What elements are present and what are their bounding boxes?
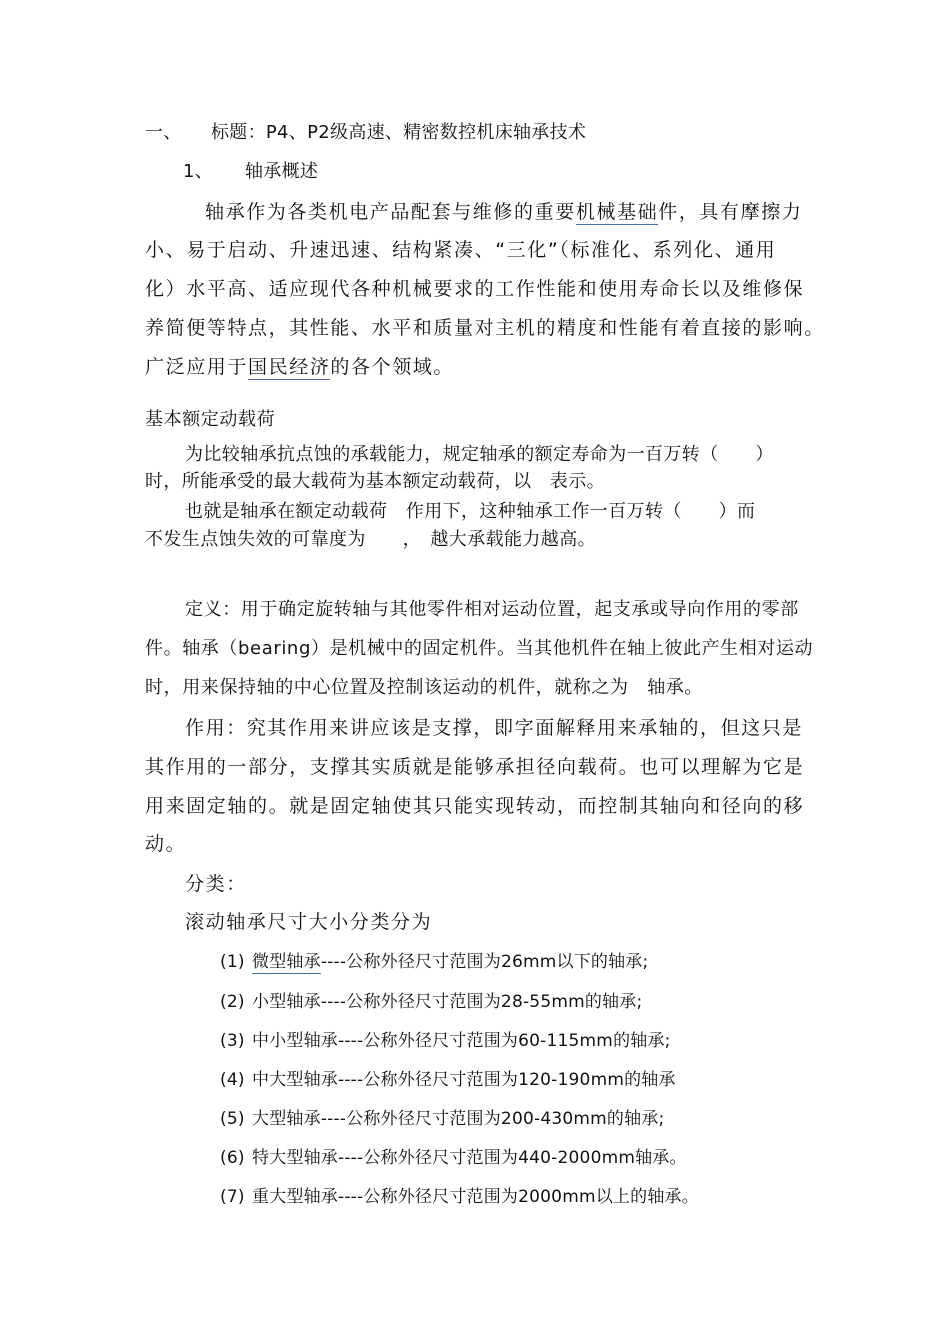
- list-item: [220, 1146, 687, 1170]
- intro-text: 广泛应用于: [145, 356, 249, 378]
- load-line-2: 时，所能承受的最大载荷为基本额定动载荷，以 表示。: [145, 471, 605, 492]
- list-item: [220, 950, 648, 974]
- link-national-economy[interactable]: 国民经济: [248, 356, 331, 378]
- list-item: [220, 1107, 664, 1131]
- intro-text: 件，具有摩擦力: [658, 201, 803, 223]
- intro-line-1: [205, 200, 802, 224]
- intro-line-5: [145, 355, 454, 379]
- function-line-1: 作用：究其作用来讲应该是支撑，即字面解释用来承轴的，但这只是: [185, 717, 804, 739]
- load-heading: 基本额定动载荷: [145, 409, 276, 430]
- list-index: (2): [220, 992, 245, 1012]
- load-line-4: 不发生点蚀失效的可靠度为 ， 越大承载能力越高。: [145, 529, 596, 550]
- link-mechanical-basics[interactable]: 机械基础: [575, 201, 659, 223]
- definition-line-2: 件。轴承（bearing）是机械中的固定机件。当其他机件在轴上彼此产生相对运动: [145, 638, 814, 659]
- definition-line-3: 时，用来保持轴的中心位置及控制该运动的机件，就称之为 轴承。: [145, 677, 703, 698]
- list-item: [220, 1068, 676, 1092]
- load-line-1: 为比较轴承抗点蚀的承载能力，规定轴承的额定寿命为一百万转（ ）: [185, 444, 774, 465]
- function-line-4: 动。: [145, 833, 187, 855]
- classification-heading: 分类：: [185, 873, 247, 895]
- list-item: [220, 990, 642, 1014]
- load-line-3: 也就是轴承在额定动载荷 作用下，这种轴承工作一百万转（ ）而: [185, 501, 756, 522]
- link-micro-bearing[interactable]: 微型轴承: [252, 952, 321, 972]
- list-index: (1): [220, 952, 245, 972]
- intro-line-4: 养简便等特点，其性能、水平和质量对主机的精度和性能有着直接的影响。: [145, 317, 825, 339]
- list-text: 大型轴承----公称外径尺寸范围为200-430mm的轴承;: [252, 1109, 665, 1129]
- list-index: (5): [220, 1109, 245, 1129]
- list-text: 中小型轴承----公称外径尺寸范围为60-115mm的轴承;: [252, 1031, 671, 1051]
- list-text: 特大型轴承----公称外径尺寸范围为440-2000mm轴承。: [252, 1148, 687, 1168]
- intro-line-2: 小、易于启动、升速迅速、结构紧凑、“三化”（标准化、系列化、通用: [145, 239, 777, 261]
- title-text: 标题：P4、P2级高速、精密数控机床轴承技术: [211, 122, 587, 143]
- title-number: 一、: [145, 122, 182, 143]
- list-text: ----公称外径尺寸范围为26mm以下的轴承;: [320, 952, 649, 972]
- definition-line-1: 定义：用于确定旋转轴与其他零件相对运动位置，起支承或导向作用的零部: [185, 599, 799, 620]
- function-line-2: 其作用的一部分，支撑其实质就是能够承担径向载荷。也可以理解为它是: [145, 756, 805, 778]
- intro-text: 轴承作为各类机电产品配套与维修的重要: [205, 201, 576, 223]
- list-index: (3): [220, 1031, 245, 1051]
- intro-text: 的各个领域。: [330, 356, 455, 378]
- section-number: 1、: [183, 161, 214, 182]
- classification-subheading: 滚动轴承尺寸大小分类分为: [185, 911, 433, 933]
- list-text: 小型轴承----公称外径尺寸范围为28-55mm的轴承;: [252, 992, 643, 1012]
- list-item: [220, 1185, 699, 1209]
- list-index: (4): [220, 1070, 245, 1090]
- list-text: 重大型轴承----公称外径尺寸范围为2000mm以上的轴承。: [252, 1187, 699, 1207]
- document-title: [145, 121, 586, 145]
- list-index: (7): [220, 1187, 245, 1207]
- list-item: [220, 1029, 671, 1053]
- function-line-3: 用来固定轴的。就是固定轴使其只能实现转动，而控制其轴向和径向的移: [145, 795, 805, 817]
- list-index: (6): [220, 1148, 245, 1168]
- section-heading: [183, 160, 318, 184]
- section-text: 轴承概述: [245, 161, 319, 182]
- intro-line-3: 化）水平高、适应现代各种机械要求的工作性能和使用寿命长以及维修保: [145, 278, 805, 300]
- list-text: 中大型轴承----公称外径尺寸范围为120-190mm的轴承: [252, 1070, 676, 1090]
